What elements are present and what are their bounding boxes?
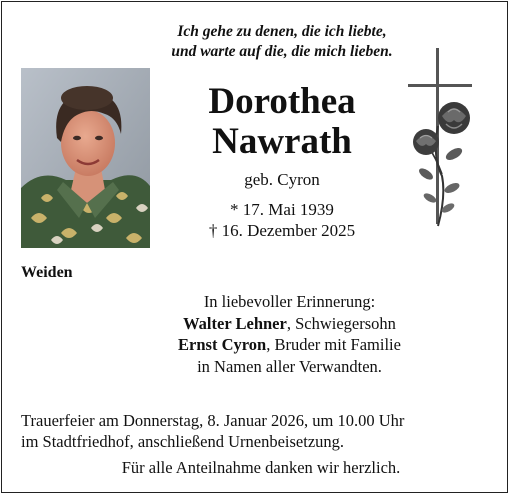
mourners-closing: in Namen aller Verwandten. (197, 356, 382, 376)
service-line-1: Trauerfeier am Donnerstag, 8. Januar 2026, um 10.00 Uhr (21, 411, 405, 430)
first-name: Dorothea (208, 81, 356, 122)
funeral-service-info (21, 410, 501, 452)
motto-line-2: und warte auf die, die mich lieben. (171, 43, 393, 60)
birth-date: * 17. Mai 1939 (230, 200, 334, 219)
motto-line-1: Ich gehe zu denen, die ich liebte, (177, 23, 387, 40)
deceased-name (172, 82, 392, 162)
cross-with-roses-icon (402, 46, 478, 230)
mourners-block (112, 291, 467, 377)
mourner-relation: , Schwiegersohn (286, 313, 396, 333)
mourner-entry (112, 334, 467, 356)
portrait-photo (21, 68, 150, 248)
death-date: † 16. Dezember 2025 (208, 221, 356, 240)
mourner-name: Ernst Cyron (178, 335, 267, 354)
life-dates (152, 199, 412, 241)
place-label: Weiden (21, 264, 73, 281)
thanks-line: Für alle Anteilnahme danken wir herzlich. (121, 458, 401, 477)
mourner-name: Walter Lehner (183, 313, 287, 333)
mourner-relation: , Bruder mit Familie (266, 335, 401, 354)
maiden-name: geb. Cyron (244, 170, 320, 189)
mourner-entry (112, 313, 467, 335)
last-name: Nawrath (212, 121, 352, 162)
service-line-2: im Stadtfriedhof, anschließend Urnenbeisetzung. (21, 432, 345, 451)
mourners-intro: In liebevoller Erinnerung: (203, 292, 376, 311)
obituary-notice (1, 1, 508, 493)
